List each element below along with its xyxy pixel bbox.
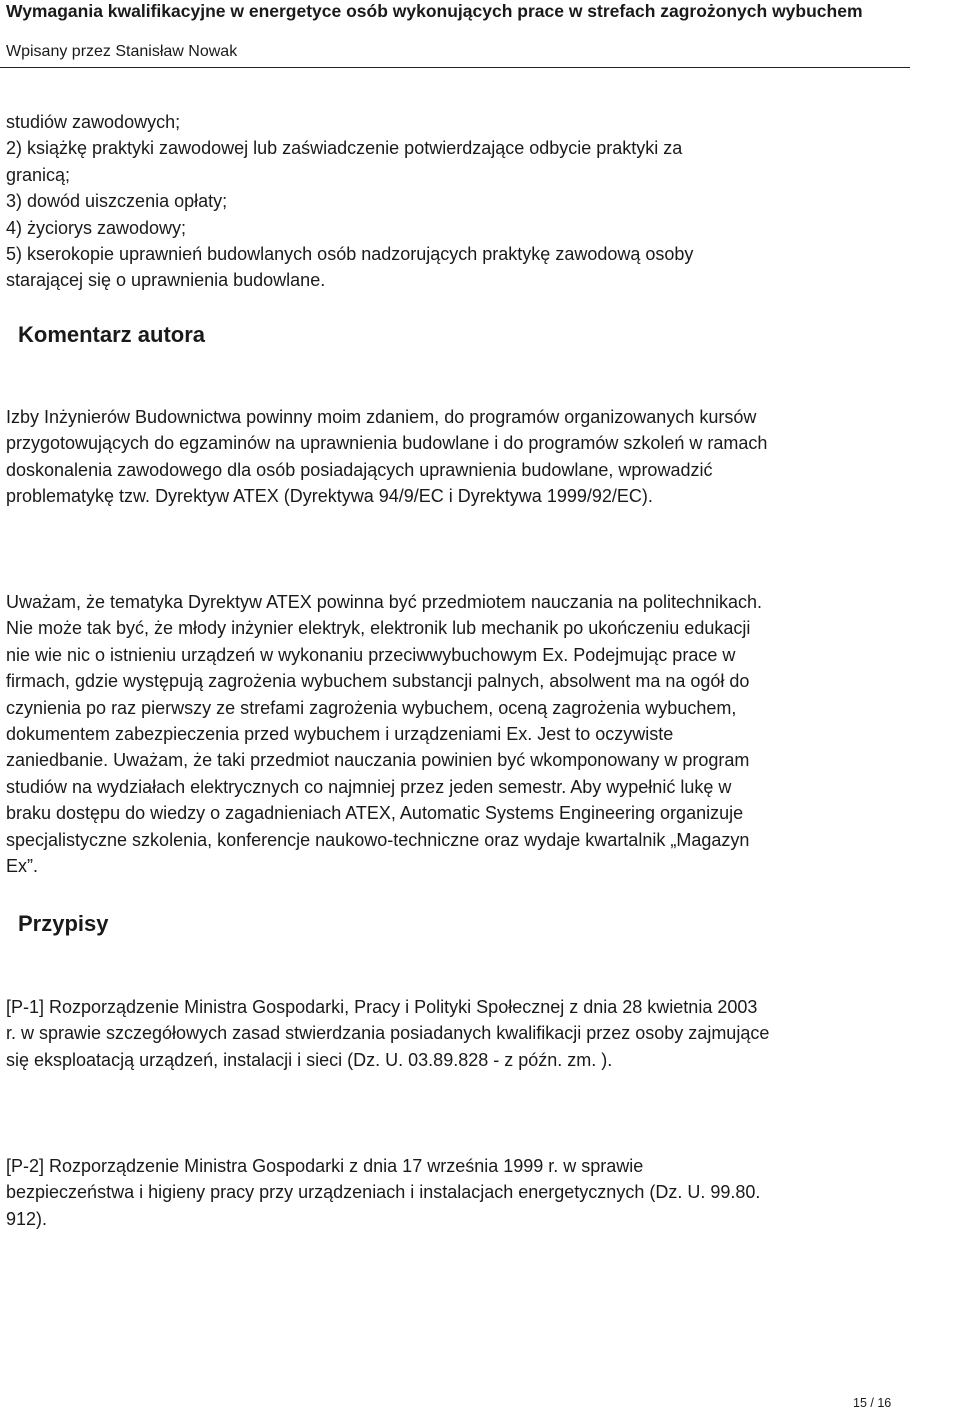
list-line: studiów zawodowych;: [6, 112, 181, 132]
requirements-list: [6, 109, 952, 294]
paragraph-line: Izby Inżynierów Budownictwa powinny moim zdaniem, do programów organizowanych kursów: [6, 407, 757, 427]
paragraph-line: przygotowujących do egzaminów na uprawnienia budowlane i do programów szkoleń w ramach: [6, 433, 768, 454]
paragraph-line: firmach, gdzie występują zagrożenia wybuchem substancji palnych, absolwent ma na ogół do: [6, 671, 750, 692]
footnote-line: bezpieczeństwa i higieny pracy przy urządzeniach i instalacjach energetycznych (Dz. U. 99.80.: [6, 1182, 761, 1203]
paragraph-line: problematykę tzw. Dyrektyw ATEX (Dyrektywa 94/9/EC i Dyrektywa 1999/92/EC).: [6, 486, 653, 507]
paragraph-line: zaniedbanie. Uważam, że taki przedmiot nauczania powinien być wkomponowany w program: [6, 750, 750, 771]
footnote-line: [P-2] Rozporządzenie Ministra Gospodarki z dnia 17 września 1999 r. w sprawie: [6, 1156, 644, 1176]
paragraph-line: Nie może tak być, że młody inżynier elektryk, elektronik lub mechanik po ukończeniu edukacji: [6, 618, 751, 639]
paragraph-line: specjalistyczne szkolenia, konferencje naukowo-techniczne oraz wydaje kwartalnik „Magazyn: [6, 829, 750, 850]
footnote-line: [P-1] Rozporządzenie Ministra Gospodarki, Pracy i Polityki Społecznej z dnia 28 kwietnia 2003: [6, 997, 758, 1017]
comment-heading: Komentarz autora: [18, 322, 206, 347]
list-line: 3) dowód uiszczenia opłaty;: [6, 191, 228, 212]
paragraph-line: Ex”.: [6, 855, 39, 876]
footnote-item: [6, 994, 952, 1073]
paragraph-line: braku dostępu do wiedzy o zagadnieniach ATEX, Automatic Systems Engineering organizuje: [6, 803, 744, 824]
comment-paragraph: [6, 589, 952, 879]
paragraph-line: nie wie nic o istnieniu urządzeń w wykonaniu przeciwwybuchowym Ex. Podejmując prace w: [6, 644, 736, 665]
paragraph-line: studiów na wydziałach elektrycznych co najmniej przez jeden semestr. Aby wypełnić lukę w: [6, 776, 732, 797]
paragraph-line: doskonalenia zawodowego dla osób posiadających uprawnienia budowlane, wprowadzić: [6, 459, 713, 480]
document-title: Wymagania kwalifikacyjne w energetyce osób wykonujących prace w strefach zagrożonych wybuchem: [6, 1, 863, 21]
paragraph-line: dokumentem zabezpieczenia przed wybuchem i urządzeniami Ex. Jest to oczywiste: [6, 723, 674, 744]
page-header: [0, 0, 960, 70]
list-line: 5) kserokopie uprawnień budowlanych osób nadzorujących praktykę zawodową osoby: [6, 243, 694, 264]
footnote-item: [6, 1153, 952, 1232]
footnote-line: się eksploatacją urządzeń, instalacji i sieci (Dz. U. 03.89.828 - z późn. zm. ).: [6, 1049, 613, 1070]
paragraph-line: czynienia po raz pierwszy ze strefami zagrożenia wybuchem, oceną zagrożenia wybuchem,: [6, 697, 737, 718]
document-author: Wpisany przez Stanisław Nowak: [6, 43, 238, 60]
header-divider: [0, 67, 910, 68]
list-line: 2) książkę praktyki zawodowej lub zaświadczenie potwierdzające odbycie praktyki za: [6, 138, 683, 159]
list-line: 4) życiorys zawodowy;: [6, 217, 187, 238]
list-line: starającej się o uprawnienia budowlane.: [6, 270, 326, 291]
comment-paragraph: [6, 404, 952, 510]
footnote-line: 912).: [6, 1208, 48, 1229]
footnotes-heading: Przypisy: [18, 911, 109, 936]
footnote-line: r. w sprawie szczegółowych zasad stwierdzania posiadanych kwalifikacji przez osoby zajmujące: [6, 1023, 770, 1044]
list-line: granicą;: [6, 164, 71, 185]
paragraph-line: Uważam, że tematyka Dyrektyw ATEX powinna być przedmiotem nauczania na politechnikach.: [6, 592, 763, 612]
page-number: 15 / 16: [853, 1396, 892, 1410]
